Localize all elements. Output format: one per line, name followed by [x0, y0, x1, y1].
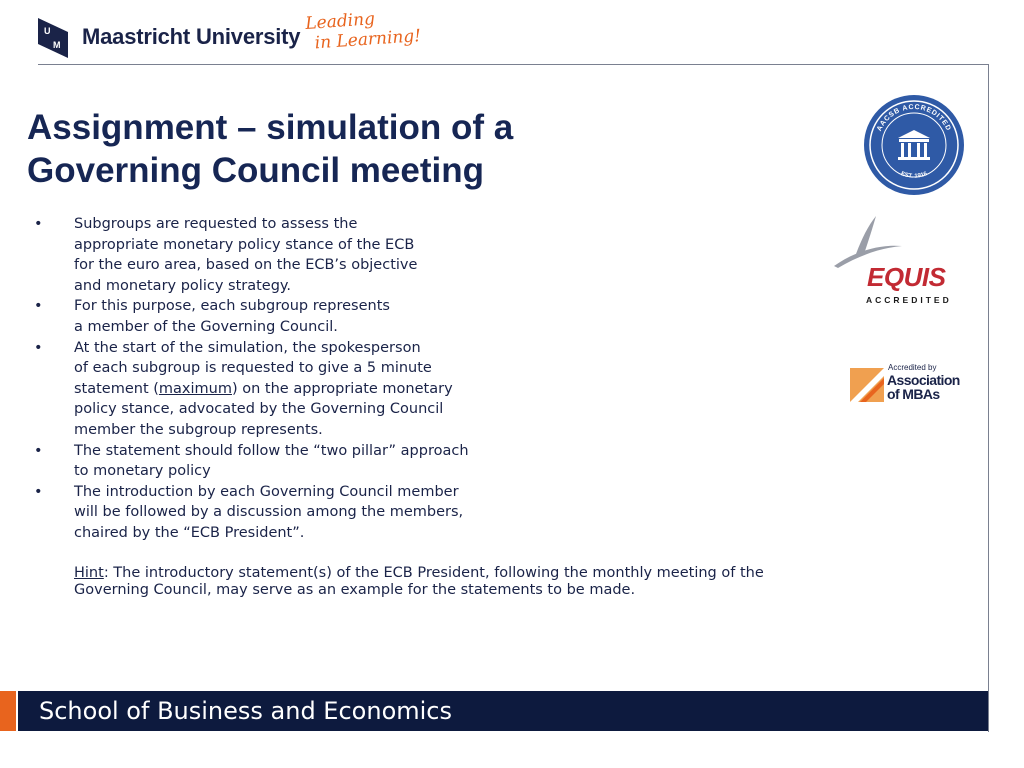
bullet-item: [34, 296, 594, 337]
bullet-line: The introduction by each Governing Council member: [74, 483, 459, 500]
footer-school-name: School of Business and Economics: [39, 697, 452, 725]
svg-text:EST. 1916: EST. 1916: [899, 171, 929, 180]
hint-text: : The introductory statement(s) of the ECB President, following the monthly meeting of the Governing Council, may serve as an example for the statements to be made.: [74, 565, 764, 598]
bullet-dot: •: [34, 298, 43, 315]
bullet-line: a member of the Governing Council.: [74, 318, 338, 335]
slogan-line-2: in Learning!: [314, 26, 422, 54]
equis-wordmark: EQUIS: [867, 262, 946, 292]
hint-paragraph: [74, 565, 814, 598]
slogan-line-1: Leading: [304, 9, 376, 34]
bullet-line: [74, 379, 594, 400]
bullet-line: for the euro area, based on the ECB’s objective: [74, 257, 418, 274]
aacsb-seal-icon: [863, 94, 965, 196]
bullet-line: Subgroups are requested to assess the: [74, 216, 358, 232]
bullet-item: [34, 441, 594, 482]
amba-line-2: of MBAs: [887, 386, 940, 402]
bullet-line: For this purpose, each subgroup represents: [74, 298, 390, 315]
title-line-1: Assignment – simulation of a: [27, 108, 514, 147]
bullet-line: will be followed by a discussion among the members,: [74, 504, 464, 521]
svg-text:AACSB ACCREDITED: AACSB ACCREDITED: [876, 103, 952, 133]
um-logo-icon: [38, 18, 68, 58]
hint-label: Hint: [74, 565, 104, 581]
bullet-line: policy stance, advocated by the Governing Council: [74, 401, 444, 418]
svg-text:U: U: [44, 26, 51, 36]
bullet-list: [34, 214, 594, 544]
right-divider: [988, 64, 989, 732]
bullet-dot: •: [34, 339, 43, 356]
bullet-line: to monetary policy: [74, 463, 211, 480]
amba-name: [887, 373, 960, 401]
bullet-dot: •: [34, 442, 43, 459]
equis-swoosh-icon: [832, 212, 956, 308]
title-line-2: Governing Council meeting: [27, 151, 484, 190]
equis-accredited: ACCREDITED: [866, 295, 952, 305]
header-divider: [38, 64, 989, 65]
bullet-item: [34, 338, 594, 441]
bullet-dot: •: [34, 483, 43, 500]
emphasis-maximum: maximum: [158, 380, 232, 397]
bullet-text: statement (: [74, 380, 159, 397]
bullet-line: member the subgroup represents.: [74, 421, 323, 438]
bullet-item: [34, 214, 594, 296]
bullet-text: ) on the appropriate monetary: [231, 380, 453, 397]
bullet-line: chaired by the “ECB President”.: [74, 524, 305, 541]
slide-title: [27, 106, 513, 192]
slogan: [305, 6, 422, 54]
bullet-line: The statement should follow the “two pillar” approach: [74, 442, 469, 459]
university-name: Maastricht University: [82, 24, 301, 49]
footer-accent: [0, 691, 16, 731]
bullet-line: appropriate monetary policy stance of the ECB: [74, 236, 415, 253]
bullet-dot: •: [34, 216, 43, 232]
svg-text:M: M: [53, 40, 61, 50]
amba-line-1: Association: [887, 372, 960, 388]
bullet-line: and monetary policy strategy.: [74, 277, 292, 294]
bullet-line: At the start of the simulation, the spokesperson: [74, 339, 421, 356]
bullet-item: [34, 482, 594, 544]
amba-accredited-by: Accredited by: [888, 363, 937, 372]
bullet-line: of each subgroup is requested to give a 5 minute: [74, 360, 432, 377]
